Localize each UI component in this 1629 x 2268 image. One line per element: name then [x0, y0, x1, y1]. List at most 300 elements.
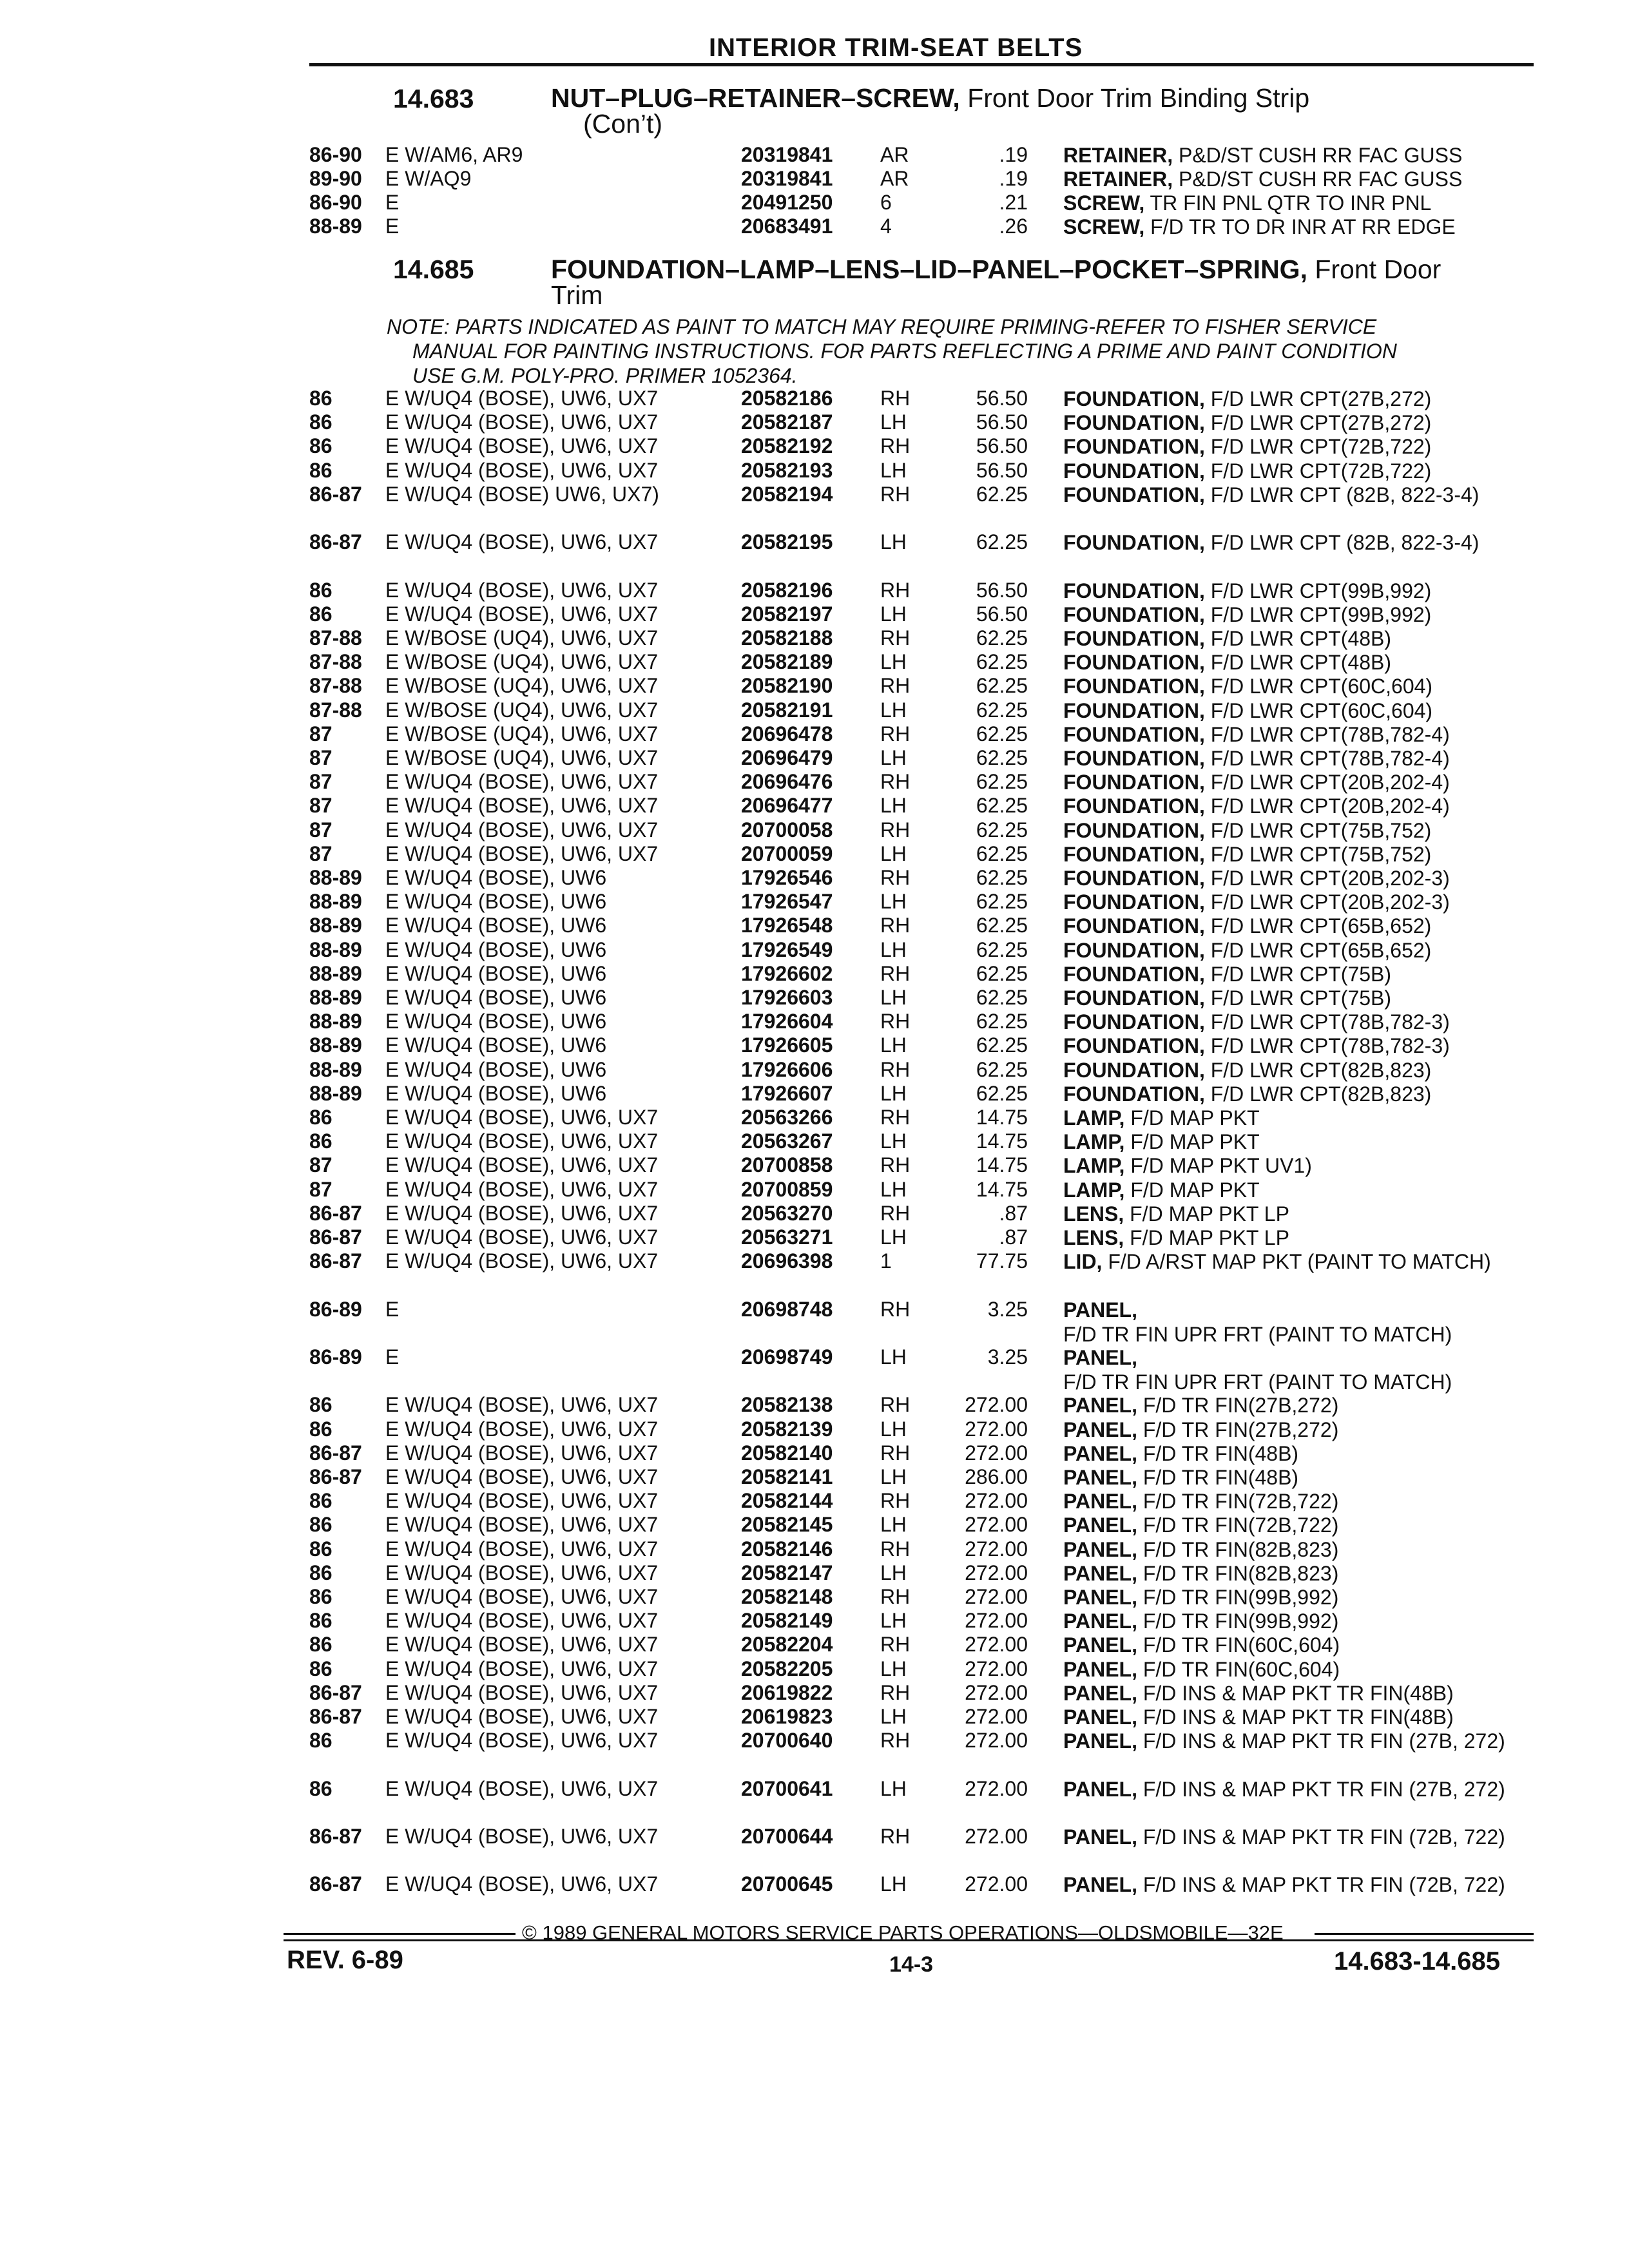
price: 56.50	[976, 458, 1028, 482]
model-year: 86	[309, 1489, 333, 1513]
part-name	[1063, 746, 1527, 771]
part-name-bold: FOUNDATION,	[1063, 986, 1205, 1010]
part-name-rest: F/D LWR CPT(20B,202-4)	[1204, 794, 1450, 818]
quantity: LH	[880, 410, 907, 434]
part-name-rest: F/D LWR CPT(20B,202-4)	[1204, 771, 1450, 794]
part-name-rest: F/D LWR CPT(20B,202-3)	[1204, 890, 1450, 914]
parts-row	[0, 167, 1629, 193]
parts-row	[0, 459, 1629, 485]
part-name	[1063, 1561, 1527, 1586]
part-name-bold: FOUNDATION,	[1063, 1034, 1205, 1058]
part-name-rest: F/D LWR CPT(72B,722)	[1204, 459, 1432, 483]
part-name-rest: F/D TR TO DR INR AT RR EDGE	[1144, 215, 1456, 238]
application: E W/UQ4 (BOSE), UW6, UX7	[385, 1825, 659, 1848]
application: E W/UQ4 (BOSE), UW6	[385, 937, 607, 961]
part-name	[1063, 770, 1527, 794]
price: .26	[999, 215, 1028, 238]
part-name-rest: F/D LWR CPT(78B,782-3)	[1204, 1034, 1450, 1058]
application: E W/UQ4 (BOSE), UW6, UX7	[385, 602, 659, 626]
quantity: RH	[880, 1153, 911, 1177]
page-header-title: INTERIOR TRIM-SEAT BELTS	[709, 34, 1083, 62]
part-name-rest: F/D LWR CPT(48B)	[1204, 627, 1392, 650]
section-title-bold: FOUNDATION–LAMP–LENS–LID–PANEL–POCKET–SPRING,	[551, 255, 1307, 284]
copyright-symbol: ©	[522, 1921, 537, 1944]
price: 77.75	[976, 1249, 1028, 1273]
part-name-rest: F/D INS & MAP PKT TR FIN (27B, 272)	[1137, 1777, 1505, 1801]
part-name-bold: FOUNDATION,	[1063, 675, 1205, 698]
part-number: 20700640	[741, 1729, 833, 1753]
part-name-rest: F/D MAP PKT	[1124, 1178, 1260, 1202]
part-number: 17926548	[741, 914, 833, 937]
parts-row	[0, 483, 1629, 508]
quantity: RH	[880, 387, 911, 410]
part-number: 20582146	[741, 1537, 833, 1561]
model-year: 88-89	[309, 1057, 362, 1081]
part-name	[1063, 1345, 1527, 1394]
quantity: RH	[880, 1010, 911, 1033]
footer-rule-right	[1315, 1933, 1534, 1935]
part-name-rest: F/D TR FIN(82B,823)	[1137, 1561, 1339, 1585]
parts-row	[0, 1249, 1629, 1275]
parts-row	[0, 1202, 1629, 1227]
part-name-rest: F/D LWR CPT(27B,272)	[1204, 411, 1432, 435]
model-year: 86-87	[309, 1705, 362, 1728]
part-name	[1063, 602, 1527, 627]
price: 272.00	[965, 1729, 1028, 1753]
part-number: 20582197	[741, 602, 833, 626]
part-name	[1063, 1777, 1527, 1802]
parts-row	[0, 1705, 1629, 1731]
part-name-rest: P&D/ST CUSH RR FAC GUSS	[1173, 168, 1463, 191]
part-number: 17926604	[741, 1010, 833, 1033]
application: E W/UQ4 (BOSE), UW6, UX7	[385, 1225, 659, 1249]
parts-row	[0, 794, 1629, 820]
part-name-bold: LENS,	[1063, 1202, 1124, 1225]
page-number: 14-3	[889, 1952, 934, 1977]
parts-row	[0, 722, 1629, 748]
part-name	[1063, 387, 1527, 411]
part-name-rest: P&D/ST CUSH RR FAC GUSS	[1173, 144, 1463, 167]
model-year: 86	[309, 578, 333, 602]
quantity: RH	[880, 1585, 911, 1608]
part-number: 20563267	[741, 1129, 833, 1153]
part-name-rest: F/D TR FIN(60C,604)	[1137, 1657, 1340, 1681]
price: 62.25	[976, 746, 1028, 769]
part-name	[1063, 191, 1527, 215]
part-number: 17926547	[741, 890, 833, 914]
application: E W/UQ4 (BOSE), UW6	[385, 1033, 607, 1057]
part-name-rest: F/D MAP PKT UV1)	[1124, 1154, 1312, 1178]
quantity: RH	[880, 1680, 911, 1704]
model-year: 86	[309, 1129, 333, 1153]
section-title-rest: Front Door Trim Binding Strip	[959, 83, 1310, 113]
note-line-2: MANUAL FOR PAINTING INSTRUCTIONS. FOR PARTS REFLECTING A PRIME AND PAINT CONDITION	[412, 340, 1397, 363]
parts-row	[0, 434, 1629, 460]
application: E W/UQ4 (BOSE), UW6	[385, 1010, 607, 1033]
part-name-bold: PANEL,	[1063, 1346, 1137, 1369]
part-name-bold: LAMP,	[1063, 1106, 1125, 1129]
part-number: 20696479	[741, 746, 833, 769]
parts-row	[0, 1129, 1629, 1155]
price: 56.50	[976, 602, 1028, 626]
price: 3.25	[987, 1345, 1028, 1369]
section-number-14683: 14.683	[393, 84, 474, 113]
header-rule	[309, 63, 1534, 66]
model-year: 86-90	[309, 143, 362, 166]
model-year: 86	[309, 1393, 333, 1417]
part-name-bold: PANEL,	[1063, 1537, 1137, 1561]
part-number: 20582193	[741, 458, 833, 482]
part-name-bold: PANEL,	[1063, 1394, 1137, 1418]
application: E	[385, 191, 400, 214]
quantity: LH	[880, 1705, 907, 1728]
part-number: 20319841	[741, 143, 833, 166]
part-number: 20582145	[741, 1513, 833, 1537]
part-name-rest: F/D LWR CPT(75B,752)	[1204, 818, 1432, 842]
parts-row	[0, 1681, 1629, 1707]
part-name	[1063, 626, 1527, 651]
model-year: 88-89	[309, 914, 362, 937]
parts-row	[0, 1872, 1629, 1898]
application: E W/AM6, AR9	[385, 143, 523, 166]
part-name-rest: F/D INS & MAP PKT TR FIN(48B)	[1137, 1706, 1454, 1729]
part-name-rest: F/D LWR CPT (82B, 822-3-4)	[1204, 531, 1480, 555]
parts-row	[0, 1777, 1629, 1803]
part-name-bold: FOUNDATION,	[1063, 531, 1205, 555]
part-name-bold: PANEL,	[1063, 1706, 1137, 1729]
application: E W/UQ4 (BOSE), UW6, UX7	[385, 1633, 659, 1657]
part-number: 20582144	[741, 1489, 833, 1513]
price: 62.25	[976, 841, 1028, 865]
price: 272.00	[965, 1537, 1028, 1561]
application: E W/UQ4 (BOSE), UW6, UX7	[385, 387, 659, 410]
parts-row	[0, 1178, 1629, 1204]
part-name	[1063, 1225, 1527, 1250]
model-year: 86	[309, 1633, 333, 1657]
part-name-rest: F/D TR FIN(99B,992)	[1137, 1610, 1339, 1633]
part-name-rest: F/D INS & MAP PKT TR FIN(48B)	[1137, 1681, 1454, 1705]
parts-row	[0, 1513, 1629, 1539]
part-name-bold: PANEL,	[1063, 1561, 1137, 1585]
quantity: LH	[880, 530, 907, 554]
part-number: 17926606	[741, 1057, 833, 1081]
quantity: LH	[880, 1776, 907, 1800]
model-year: 86-87	[309, 1872, 362, 1896]
part-number: 20700641	[741, 1776, 833, 1800]
part-number: 20700858	[741, 1153, 833, 1177]
application: E W/BOSE (UQ4), UW6, UX7	[385, 746, 659, 769]
application: E W/UQ4 (BOSE), UW6, UX7	[385, 1585, 659, 1608]
quantity: 1	[880, 1249, 892, 1273]
part-name-rest: F/D TR FIN(27B,272)	[1137, 1418, 1339, 1441]
part-name-bold: FOUNDATION,	[1063, 794, 1205, 818]
price: 62.25	[976, 937, 1028, 961]
part-name-bold: PANEL,	[1063, 1514, 1137, 1537]
part-name-rest: F/D TR FIN UPR FRT (PAINT TO MATCH)	[1063, 1322, 1452, 1346]
part-name	[1063, 1058, 1527, 1082]
application: E W/UQ4 (BOSE), UW6, UX7	[385, 1513, 659, 1537]
part-name-bold: FOUNDATION,	[1063, 914, 1205, 938]
part-number: 20319841	[741, 167, 833, 190]
part-number: 20582188	[741, 626, 833, 649]
price: 62.25	[976, 794, 1028, 818]
part-name-rest: F/D LWR CPT(65B,652)	[1204, 938, 1432, 962]
part-number: 17926549	[741, 937, 833, 961]
price: 62.25	[976, 482, 1028, 506]
application: E W/UQ4 (BOSE), UW6, UX7	[385, 1177, 659, 1201]
application: E W/AQ9	[385, 167, 472, 190]
part-name	[1063, 1585, 1527, 1610]
part-name-bold: FOUNDATION,	[1063, 938, 1205, 962]
parts-row	[0, 1106, 1629, 1131]
footer-rule-left	[284, 1933, 516, 1935]
part-number: 20582141	[741, 1465, 833, 1488]
application: E W/UQ4 (BOSE), UW6, UX7	[385, 1129, 659, 1153]
application: E W/UQ4 (BOSE), UW6	[385, 866, 607, 889]
quantity: LH	[880, 1561, 907, 1584]
part-number: 20700059	[741, 841, 833, 865]
part-name-bold: PANEL,	[1063, 1777, 1137, 1801]
part-name-rest: F/D LWR CPT(99B,992)	[1204, 579, 1432, 602]
application: E W/UQ4 (BOSE), UW6, UX7	[385, 530, 659, 554]
quantity: LH	[880, 1513, 907, 1537]
model-year: 86	[309, 410, 333, 434]
part-name	[1063, 579, 1527, 603]
parts-row	[0, 842, 1629, 868]
part-name-bold: FOUNDATION,	[1063, 627, 1205, 650]
copyright-line	[522, 1921, 1284, 1945]
price: .87	[999, 1225, 1028, 1249]
part-name	[1063, 1418, 1527, 1442]
parts-row	[0, 1633, 1629, 1658]
quantity: RH	[880, 1489, 911, 1513]
parts-row	[0, 650, 1629, 676]
part-name	[1063, 434, 1527, 459]
part-name	[1063, 938, 1527, 963]
quantity: LH	[880, 746, 907, 769]
part-name	[1063, 1465, 1527, 1490]
quantity: RH	[880, 818, 911, 841]
model-year: 86-87	[309, 1680, 362, 1704]
model-year: 88-89	[309, 1010, 362, 1033]
part-name	[1063, 1298, 1527, 1347]
part-name-bold: LAMP,	[1063, 1178, 1125, 1202]
quantity: LH	[880, 794, 907, 818]
part-number: 20582192	[741, 434, 833, 458]
price: 62.25	[976, 866, 1028, 889]
part-name-bold: FOUNDATION,	[1063, 602, 1205, 626]
part-name-bold: PANEL,	[1063, 1610, 1137, 1633]
price: 14.75	[976, 1129, 1028, 1153]
parts-row	[0, 215, 1629, 240]
part-name-bold: FOUNDATION,	[1063, 1058, 1205, 1082]
part-name-rest: F/D LWR CPT(60C,604)	[1204, 675, 1433, 698]
part-number: 17926602	[741, 961, 833, 985]
application: E W/UQ4 (BOSE), UW6, UX7	[385, 1417, 659, 1441]
price: 62.25	[976, 818, 1028, 841]
model-year: 86-87	[309, 530, 362, 554]
part-name	[1063, 167, 1527, 191]
price: 62.25	[976, 1010, 1028, 1033]
application: E W/UQ4 (BOSE), UW6, UX7	[385, 1537, 659, 1561]
application: E W/UQ4 (BOSE), UW6	[385, 890, 607, 914]
quantity: LH	[880, 698, 907, 722]
part-name	[1063, 962, 1527, 986]
part-name-bold: LAMP,	[1063, 1130, 1125, 1154]
quantity: RH	[880, 482, 911, 506]
painting-note	[387, 314, 1534, 388]
application: E W/UQ4 (BOSE), UW6, UX7	[385, 434, 659, 458]
quantity: LH	[880, 841, 907, 865]
price: 14.75	[976, 1177, 1028, 1201]
quantity: LH	[880, 1417, 907, 1441]
parts-row	[0, 770, 1629, 796]
quantity: RH	[880, 1393, 911, 1417]
price: 62.25	[976, 650, 1028, 674]
parts-row	[0, 602, 1629, 628]
quantity: LH	[880, 890, 907, 914]
application: E W/UQ4 (BOSE), UW6, UX7	[385, 1561, 659, 1584]
application: E	[385, 1345, 400, 1369]
price: 272.00	[965, 1825, 1028, 1848]
parts-row	[0, 674, 1629, 700]
model-year: 87	[309, 746, 333, 769]
price: 272.00	[965, 1561, 1028, 1584]
part-number: 20582139	[741, 1417, 833, 1441]
application: E W/UQ4 (BOSE), UW6, UX7	[385, 578, 659, 602]
section-number-14685: 14.685	[393, 255, 474, 284]
part-number: 20582189	[741, 650, 833, 674]
part-name	[1063, 1010, 1527, 1034]
application: E W/UQ4 (BOSE), UW6	[385, 961, 607, 985]
part-number: 20582186	[741, 387, 833, 410]
part-name-rest: F/D MAP PKT	[1124, 1106, 1260, 1129]
price: 272.00	[965, 1776, 1028, 1800]
part-name-rest: F/D TR FIN(99B,992)	[1137, 1586, 1339, 1609]
parts-row	[0, 1585, 1629, 1611]
application: E W/UQ4 (BOSE), UW6, UX7	[385, 1441, 659, 1465]
quantity: RH	[880, 1106, 911, 1129]
model-year: 87	[309, 770, 333, 794]
price: 14.75	[976, 1153, 1028, 1177]
parts-row	[0, 986, 1629, 1012]
model-year: 87	[309, 794, 333, 818]
quantity: LH	[880, 1465, 907, 1488]
application: E	[385, 215, 400, 238]
quantity: RH	[880, 722, 911, 745]
parts-row	[0, 1418, 1629, 1443]
model-year: 86	[309, 602, 333, 626]
quantity: RH	[880, 1201, 911, 1225]
part-name-rest: F/D INS & MAP PKT TR FIN (27B, 272)	[1137, 1729, 1505, 1753]
quantity: LH	[880, 1033, 907, 1057]
part-name-rest: F/D MAP PKT	[1124, 1130, 1260, 1154]
model-year: 87	[309, 841, 333, 865]
part-name-rest: F/D LWR CPT(60C,604)	[1204, 698, 1433, 722]
copyright-text: 1989 GENERAL MOTORS SERVICE PARTS OPERATIONS—OLDSMOBILE—32E	[542, 1921, 1284, 1944]
part-name	[1063, 483, 1527, 507]
application: E W/UQ4 (BOSE), UW6, UX7	[385, 458, 659, 482]
part-number: 20700859	[741, 1177, 833, 1201]
part-number: 20619822	[741, 1680, 833, 1704]
model-year: 87-88	[309, 698, 362, 722]
parts-row	[0, 962, 1629, 988]
model-year: 87	[309, 1153, 333, 1177]
part-name-bold: PANEL,	[1063, 1633, 1137, 1657]
part-number: 20696477	[741, 794, 833, 818]
parts-row	[0, 1489, 1629, 1515]
part-name	[1063, 143, 1527, 168]
quantity: LH	[880, 1225, 907, 1249]
quantity: RH	[880, 1729, 911, 1753]
part-name-rest: F/D A/RST MAP PKT (PAINT TO MATCH)	[1102, 1250, 1491, 1274]
part-number: 20582149	[741, 1609, 833, 1633]
price: 286.00	[965, 1465, 1028, 1488]
parts-row	[0, 1010, 1629, 1035]
model-year: 88-89	[309, 937, 362, 961]
parts-row	[0, 1561, 1629, 1587]
part-number: 20582205	[741, 1657, 833, 1680]
part-number: 20582191	[741, 698, 833, 722]
application: E W/UQ4 (BOSE), UW6, UX7	[385, 1153, 659, 1177]
price: 272.00	[965, 1680, 1028, 1704]
parts-row	[0, 1609, 1629, 1635]
quantity: RH	[880, 866, 911, 889]
part-name-bold: FOUNDATION,	[1063, 698, 1205, 722]
price: 62.25	[976, 986, 1028, 1009]
part-number: 20619823	[741, 1705, 833, 1728]
price: 272.00	[965, 1585, 1028, 1608]
parts-row	[0, 938, 1629, 964]
section-title-rest: Front Door	[1307, 255, 1441, 284]
price: .21	[999, 191, 1028, 214]
model-year: 86	[309, 1561, 333, 1584]
quantity: RH	[880, 914, 911, 937]
part-number: 17926546	[741, 866, 833, 889]
part-name-rest: TR FIN PNL QTR TO INR PNL	[1144, 191, 1432, 215]
application: E W/UQ4 (BOSE), UW6, UX7	[385, 1393, 659, 1417]
part-number: 20582204	[741, 1633, 833, 1657]
section-title-bold: NUT–PLUG–RETAINER–SCREW,	[551, 83, 960, 113]
application: E W/BOSE (UQ4), UW6, UX7	[385, 722, 659, 745]
model-year: 86	[309, 434, 333, 458]
part-number: 20700644	[741, 1825, 833, 1848]
application: E W/BOSE (UQ4), UW6, UX7	[385, 626, 659, 649]
part-number: 17926603	[741, 986, 833, 1009]
quantity: RH	[880, 1057, 911, 1081]
model-year: 86-87	[309, 1825, 362, 1848]
quantity: RH	[880, 1441, 911, 1465]
application: E W/UQ4 (BOSE) UW6, UX7)	[385, 482, 659, 506]
part-name	[1063, 1129, 1527, 1154]
part-name-rest: F/D LWR CPT(20B,202-3)	[1204, 867, 1450, 890]
part-name	[1063, 986, 1527, 1010]
part-number: 17926607	[741, 1081, 833, 1105]
quantity: AR	[880, 143, 909, 166]
part-name-rest: F/D LWR CPT(82B,823)	[1204, 1058, 1432, 1082]
price: 56.50	[976, 578, 1028, 602]
part-name-bold: LAMP,	[1063, 1154, 1125, 1178]
part-name	[1063, 1513, 1527, 1537]
part-name-bold: SCREW,	[1063, 191, 1145, 215]
price: 62.25	[976, 914, 1028, 937]
model-year: 87-88	[309, 650, 362, 674]
parts-row	[0, 1465, 1629, 1491]
part-name-bold: FOUNDATION,	[1063, 867, 1205, 890]
parts-row	[0, 530, 1629, 556]
price: 272.00	[965, 1441, 1028, 1465]
part-name	[1063, 1633, 1527, 1657]
